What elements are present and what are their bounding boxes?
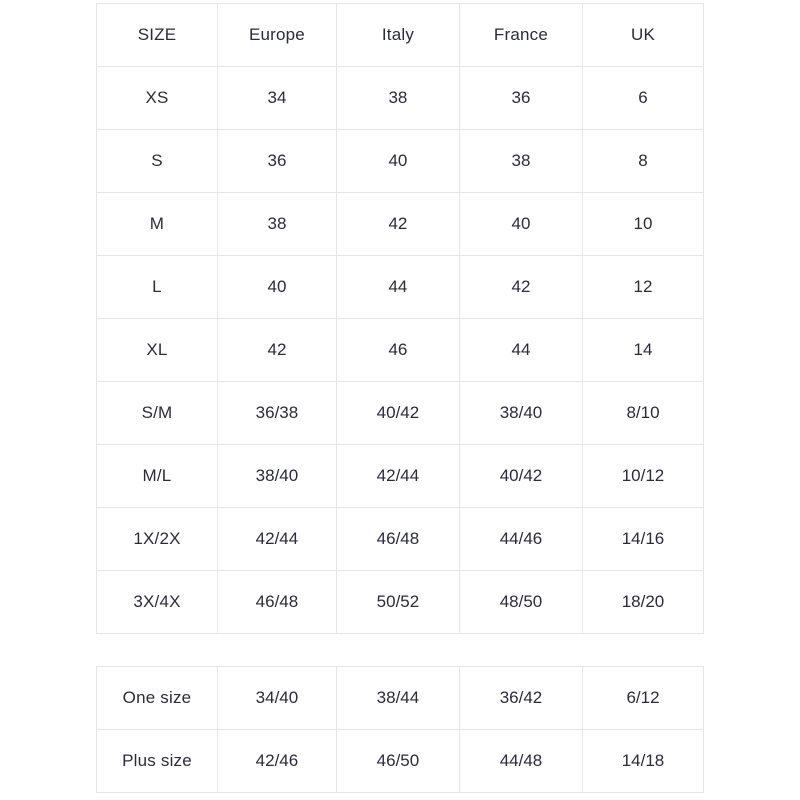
table-row: [97, 382, 704, 445]
cell-italy: 38/44: [336, 667, 459, 730]
table-row: [97, 193, 704, 256]
cell-italy: 50/52: [336, 571, 459, 634]
column-header-europe: Europe: [217, 4, 336, 67]
cell-uk: 12: [582, 256, 703, 319]
cell-europe: 34: [217, 67, 336, 130]
cell-france: 42: [459, 256, 582, 319]
cell-uk: 18/20: [582, 571, 703, 634]
table-row: [97, 319, 704, 382]
cell-italy: 44: [336, 256, 459, 319]
cell-europe: 38: [217, 193, 336, 256]
cell-europe: 42: [217, 319, 336, 382]
table-row: [97, 130, 704, 193]
cell-europe: 42/44: [217, 508, 336, 571]
cell-italy: 46/48: [336, 508, 459, 571]
cell-uk: 6/12: [582, 667, 703, 730]
row-label: One size: [97, 667, 218, 730]
table-header-row: [97, 4, 704, 67]
column-header-size: SIZE: [97, 4, 218, 67]
table-row: [97, 571, 704, 634]
cell-france: 40/42: [459, 445, 582, 508]
table-row: [97, 730, 704, 793]
row-label: S: [97, 130, 218, 193]
cell-france: 36/42: [459, 667, 582, 730]
row-label: Plus size: [97, 730, 218, 793]
cell-france: 48/50: [459, 571, 582, 634]
cell-uk: 14/18: [582, 730, 703, 793]
table-row: [97, 67, 704, 130]
table-row: [97, 667, 704, 730]
secondary-size-table-container: [96, 666, 704, 793]
cell-uk: 14: [582, 319, 703, 382]
cell-france: 44: [459, 319, 582, 382]
cell-italy: 46: [336, 319, 459, 382]
cell-italy: 40: [336, 130, 459, 193]
cell-uk: 10/12: [582, 445, 703, 508]
table-row: [97, 445, 704, 508]
cell-uk: 8: [582, 130, 703, 193]
cell-italy: 42/44: [336, 445, 459, 508]
cell-france: 38: [459, 130, 582, 193]
cell-france: 40: [459, 193, 582, 256]
table-row: [97, 508, 704, 571]
column-header-italy: Italy: [336, 4, 459, 67]
table-row: [97, 256, 704, 319]
cell-europe: 40: [217, 256, 336, 319]
cell-uk: 6: [582, 67, 703, 130]
cell-europe: 36/38: [217, 382, 336, 445]
cell-europe: 38/40: [217, 445, 336, 508]
row-label: M/L: [97, 445, 218, 508]
row-label: 3X/4X: [97, 571, 218, 634]
column-header-france: France: [459, 4, 582, 67]
cell-uk: 8/10: [582, 382, 703, 445]
cell-france: 44/46: [459, 508, 582, 571]
row-label: XL: [97, 319, 218, 382]
cell-uk: 10: [582, 193, 703, 256]
row-label: M: [97, 193, 218, 256]
column-header-uk: UK: [582, 4, 703, 67]
cell-europe: 34/40: [217, 667, 336, 730]
row-label: L: [97, 256, 218, 319]
row-label: 1X/2X: [97, 508, 218, 571]
main-size-table-container: [96, 3, 704, 634]
cell-italy: 38: [336, 67, 459, 130]
cell-uk: 14/16: [582, 508, 703, 571]
cell-italy: 40/42: [336, 382, 459, 445]
cell-europe: 36: [217, 130, 336, 193]
cell-italy: 42: [336, 193, 459, 256]
cell-france: 44/48: [459, 730, 582, 793]
cell-france: 38/40: [459, 382, 582, 445]
cell-italy: 46/50: [336, 730, 459, 793]
cell-europe: 42/46: [217, 730, 336, 793]
cell-europe: 46/48: [217, 571, 336, 634]
row-label: XS: [97, 67, 218, 130]
row-label: S/M: [97, 382, 218, 445]
main-size-table: [96, 3, 704, 634]
secondary-size-table: [96, 666, 704, 793]
cell-france: 36: [459, 67, 582, 130]
